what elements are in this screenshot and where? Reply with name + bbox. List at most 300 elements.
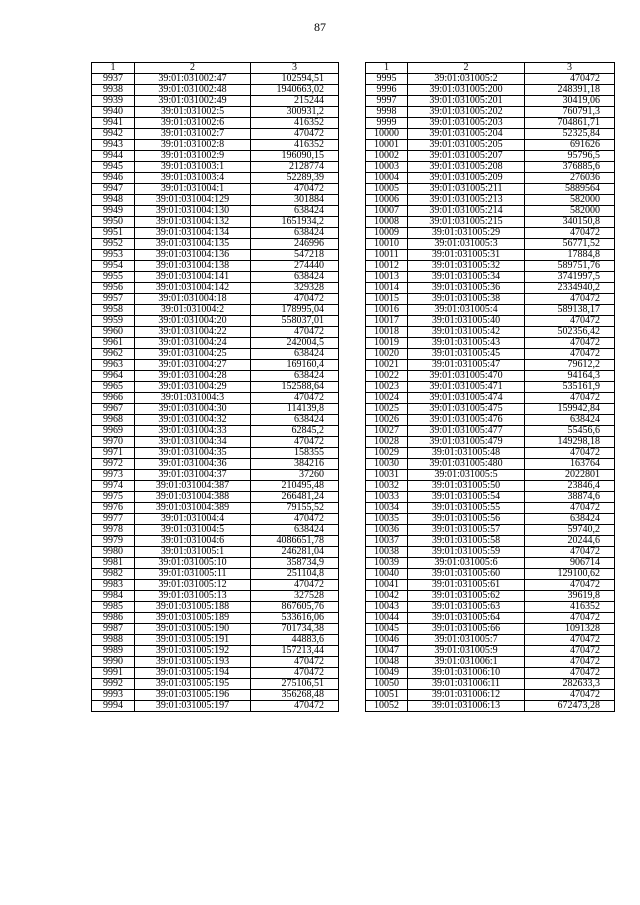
value-cell: 470472	[251, 437, 339, 448]
row-number-cell: 9977	[92, 514, 135, 525]
cadastral-number-cell: 39:01:031004:135	[135, 239, 251, 250]
header-row	[92, 63, 339, 74]
cadastral-number-cell: 39:01:031005:2	[408, 74, 525, 85]
cadastral-number-cell: 39:01:031006:1	[408, 657, 525, 668]
value-cell: 52325,84	[525, 129, 615, 140]
row-number-cell: 10018	[366, 327, 408, 338]
table-row	[366, 393, 615, 404]
cadastral-number-cell: 39:01:031005:32	[408, 261, 525, 272]
cadastral-number-cell: 39:01:031005:56	[408, 514, 525, 525]
table-row	[92, 679, 339, 690]
cadastral-number-cell: 39:01:031004:138	[135, 261, 251, 272]
table-row	[366, 470, 615, 481]
row-number-cell: 9988	[92, 635, 135, 646]
value-cell: 39619,8	[525, 591, 615, 602]
table-row	[92, 536, 339, 547]
row-number-cell: 10049	[366, 668, 408, 679]
row-number-cell: 9963	[92, 360, 135, 371]
cadastral-number-cell: 39:01:031004:4	[135, 514, 251, 525]
value-cell: 340150,8	[525, 217, 615, 228]
row-number-cell: 9983	[92, 580, 135, 591]
left-table-header	[92, 63, 339, 74]
cadastral-number-cell: 39:01:031005:479	[408, 437, 525, 448]
value-cell: 701734,38	[251, 624, 339, 635]
cadastral-number-cell: 39:01:031005:45	[408, 349, 525, 360]
table-row	[92, 569, 339, 580]
table-row	[92, 217, 339, 228]
value-cell: 17884,8	[525, 250, 615, 261]
value-cell: 582000	[525, 195, 615, 206]
row-number-cell: 10011	[366, 250, 408, 261]
cadastral-number-cell: 39:01:031005:47	[408, 360, 525, 371]
row-number-cell: 9937	[92, 74, 135, 85]
row-number-cell: 9982	[92, 569, 135, 580]
cadastral-number-cell: 39:01:031005:38	[408, 294, 525, 305]
table-row	[92, 635, 339, 646]
row-number-cell: 10046	[366, 635, 408, 646]
value-cell: 470472	[525, 580, 615, 591]
value-cell: 384216	[251, 459, 339, 470]
value-cell: 242004,5	[251, 338, 339, 349]
value-cell: 275106,51	[251, 679, 339, 690]
row-number-cell: 9965	[92, 382, 135, 393]
cadastral-number-cell: 39:01:031005:189	[135, 613, 251, 624]
cadastral-number-cell: 39:01:031004:32	[135, 415, 251, 426]
cadastral-number-cell: 39:01:031002:5	[135, 107, 251, 118]
cadastral-number-cell: 39:01:031005:36	[408, 283, 525, 294]
row-number-cell: 9972	[92, 459, 135, 470]
header-cell-3: 3	[525, 63, 615, 74]
value-cell: 37260	[251, 470, 339, 481]
row-number-cell: 9985	[92, 602, 135, 613]
row-number-cell: 10010	[366, 239, 408, 250]
table-row	[366, 96, 615, 107]
table-row	[92, 173, 339, 184]
row-number-cell: 10047	[366, 646, 408, 657]
table-row	[92, 250, 339, 261]
value-cell: 152588,64	[251, 382, 339, 393]
table-row	[366, 426, 615, 437]
table-row	[366, 283, 615, 294]
value-cell: 470472	[525, 547, 615, 558]
value-cell: 376885,6	[525, 162, 615, 173]
row-number-cell: 9948	[92, 195, 135, 206]
table-row	[366, 437, 615, 448]
table-row	[366, 613, 615, 624]
cadastral-number-cell: 39:01:031004:20	[135, 316, 251, 327]
value-cell: 470472	[525, 668, 615, 679]
cadastral-number-cell: 39:01:031005:50	[408, 481, 525, 492]
row-number-cell: 10039	[366, 558, 408, 569]
value-cell: 470472	[251, 327, 339, 338]
value-cell: 638424	[251, 525, 339, 536]
value-cell: 356268,48	[251, 690, 339, 701]
left-table-body	[92, 74, 339, 712]
cadastral-number-cell: 39:01:031005:471	[408, 382, 525, 393]
cadastral-number-cell: 39:01:031004:27	[135, 360, 251, 371]
table-row	[92, 657, 339, 668]
table-row	[92, 360, 339, 371]
value-cell: 589751,76	[525, 261, 615, 272]
table-row	[366, 657, 615, 668]
table-row	[92, 349, 339, 360]
table-row	[92, 525, 339, 536]
row-number-cell: 10033	[366, 492, 408, 503]
table-row	[366, 85, 615, 96]
value-cell: 94164,3	[525, 371, 615, 382]
header-cell-1: 1	[366, 63, 408, 74]
cadastral-number-cell: 39:01:031005:63	[408, 602, 525, 613]
value-cell: 470472	[525, 613, 615, 624]
table-row	[366, 558, 615, 569]
cadastral-number-cell: 39:01:031005:207	[408, 151, 525, 162]
row-number-cell: 9953	[92, 250, 135, 261]
value-cell: 95796,5	[525, 151, 615, 162]
value-cell: 4086651,78	[251, 536, 339, 547]
cadastral-number-cell: 39:01:031005:64	[408, 613, 525, 624]
cadastral-number-cell: 39:01:031005:475	[408, 404, 525, 415]
row-number-cell: 10052	[366, 701, 408, 712]
cadastral-number-cell: 39:01:031004:22	[135, 327, 251, 338]
row-number-cell: 10043	[366, 602, 408, 613]
cadastral-number-cell: 39:01:031005:215	[408, 217, 525, 228]
row-number-cell: 10003	[366, 162, 408, 173]
row-number-cell: 10002	[366, 151, 408, 162]
row-number-cell: 10000	[366, 129, 408, 140]
cadastral-number-cell: 39:01:031005:6	[408, 558, 525, 569]
table-row	[366, 239, 615, 250]
value-cell: 251104,8	[251, 569, 339, 580]
row-number-cell: 10021	[366, 360, 408, 371]
table-row	[366, 118, 615, 129]
value-cell: 547218	[251, 250, 339, 261]
row-number-cell: 10044	[366, 613, 408, 624]
cadastral-number-cell: 39:01:031004:6	[135, 536, 251, 547]
row-number-cell: 10038	[366, 547, 408, 558]
cadastral-number-cell: 39:01:031004:24	[135, 338, 251, 349]
table-row	[92, 448, 339, 459]
cadastral-number-cell: 39:01:031005:40	[408, 316, 525, 327]
cadastral-number-cell: 39:01:031005:201	[408, 96, 525, 107]
row-number-cell: 9959	[92, 316, 135, 327]
value-cell: 638424	[525, 514, 615, 525]
row-number-cell: 9954	[92, 261, 135, 272]
cadastral-number-cell: 39:01:031005:193	[135, 657, 251, 668]
cadastral-number-cell: 39:01:031002:9	[135, 151, 251, 162]
value-cell: 327528	[251, 591, 339, 602]
row-number-cell: 9951	[92, 228, 135, 239]
table-row	[92, 85, 339, 96]
cadastral-number-cell: 39:01:031005:60	[408, 569, 525, 580]
value-cell: 470472	[525, 646, 615, 657]
row-number-cell: 10022	[366, 371, 408, 382]
table-row	[92, 481, 339, 492]
row-number-cell: 10034	[366, 503, 408, 514]
cadastral-number-cell: 39:01:031004:5	[135, 525, 251, 536]
value-cell: 248391,18	[525, 85, 615, 96]
row-number-cell: 9941	[92, 118, 135, 129]
row-number-cell: 10031	[366, 470, 408, 481]
value-cell: 470472	[251, 393, 339, 404]
value-cell: 638424	[251, 272, 339, 283]
cadastral-number-cell: 39:01:031004:3	[135, 393, 251, 404]
cadastral-number-cell: 39:01:031004:130	[135, 206, 251, 217]
cadastral-number-cell: 39:01:031005:66	[408, 624, 525, 635]
row-number-cell: 10027	[366, 426, 408, 437]
row-number-cell: 9981	[92, 558, 135, 569]
table-row	[92, 393, 339, 404]
row-number-cell: 10041	[366, 580, 408, 591]
header-cell-2: 2	[135, 63, 251, 74]
value-cell: 470472	[525, 338, 615, 349]
table-row	[366, 646, 615, 657]
table-row	[366, 569, 615, 580]
table-row	[366, 195, 615, 206]
cadastral-number-cell: 39:01:031005:59	[408, 547, 525, 558]
cadastral-number-cell: 39:01:031004:388	[135, 492, 251, 503]
value-cell: 470472	[251, 657, 339, 668]
value-cell: 470472	[251, 701, 339, 712]
row-number-cell: 10005	[366, 184, 408, 195]
table-row	[92, 184, 339, 195]
value-cell: 300931,2	[251, 107, 339, 118]
cadastral-number-cell: 39:01:031004:141	[135, 272, 251, 283]
cadastral-number-cell: 39:01:031005:13	[135, 591, 251, 602]
cadastral-number-cell: 39:01:031004:1	[135, 184, 251, 195]
table-row	[92, 690, 339, 701]
value-cell: 79612,2	[525, 360, 615, 371]
cadastral-number-cell: 39:01:031005:474	[408, 393, 525, 404]
row-number-cell: 9976	[92, 503, 135, 514]
cadastral-number-cell: 39:01:031005:54	[408, 492, 525, 503]
value-cell: 266481,24	[251, 492, 339, 503]
cadastral-number-cell: 39:01:031004:18	[135, 294, 251, 305]
right-table	[365, 62, 615, 712]
row-number-cell: 10016	[366, 305, 408, 316]
cadastral-number-cell: 39:01:031002:47	[135, 74, 251, 85]
table-row	[366, 635, 615, 646]
cadastral-number-cell: 39:01:031003:1	[135, 162, 251, 173]
table-row	[92, 118, 339, 129]
row-number-cell: 10050	[366, 679, 408, 690]
row-number-cell: 9952	[92, 239, 135, 250]
table-row	[92, 294, 339, 305]
row-number-cell: 10026	[366, 415, 408, 426]
cadastral-number-cell: 39:01:031004:134	[135, 228, 251, 239]
cadastral-number-cell: 39:01:031005:48	[408, 448, 525, 459]
value-cell: 276036	[525, 173, 615, 184]
table-row	[92, 646, 339, 657]
value-cell: 638424	[251, 228, 339, 239]
row-number-cell: 10023	[366, 382, 408, 393]
value-cell: 44883,6	[251, 635, 339, 646]
cadastral-number-cell: 39:01:031005:476	[408, 415, 525, 426]
table-row	[366, 184, 615, 195]
table-row	[92, 602, 339, 613]
cadastral-number-cell: 39:01:031006:12	[408, 690, 525, 701]
cadastral-number-cell: 39:01:031005:58	[408, 536, 525, 547]
value-cell: 1091328	[525, 624, 615, 635]
value-cell: 470472	[525, 657, 615, 668]
row-number-cell: 9962	[92, 349, 135, 360]
table-row	[92, 305, 339, 316]
row-number-cell: 10037	[366, 536, 408, 547]
cadastral-number-cell: 39:01:031005:9	[408, 646, 525, 657]
table-row	[366, 261, 615, 272]
row-number-cell: 9979	[92, 536, 135, 547]
cadastral-number-cell: 39:01:031005:11	[135, 569, 251, 580]
cadastral-number-cell: 39:01:031005:7	[408, 635, 525, 646]
right-table-header	[366, 63, 615, 74]
cadastral-number-cell: 39:01:031005:61	[408, 580, 525, 591]
value-cell: 246996	[251, 239, 339, 250]
cadastral-number-cell: 39:01:031005:200	[408, 85, 525, 96]
value-cell: 638424	[251, 371, 339, 382]
row-number-cell: 10051	[366, 690, 408, 701]
value-cell: 159942,84	[525, 404, 615, 415]
row-number-cell: 10017	[366, 316, 408, 327]
cadastral-number-cell: 39:01:031004:34	[135, 437, 251, 448]
table-row	[366, 272, 615, 283]
cadastral-number-cell: 39:01:031005:202	[408, 107, 525, 118]
row-number-cell: 9955	[92, 272, 135, 283]
table-row	[366, 217, 615, 228]
value-cell: 470472	[525, 393, 615, 404]
value-cell: 691626	[525, 140, 615, 151]
value-cell: 558037,01	[251, 316, 339, 327]
table-row	[366, 492, 615, 503]
value-cell: 470472	[251, 514, 339, 525]
row-number-cell: 9956	[92, 283, 135, 294]
cadastral-number-cell: 39:01:031005:204	[408, 129, 525, 140]
cadastral-number-cell: 39:01:031004:132	[135, 217, 251, 228]
row-number-cell: 10048	[366, 657, 408, 668]
cadastral-number-cell: 39:01:031004:30	[135, 404, 251, 415]
cadastral-number-cell: 39:01:031002:48	[135, 85, 251, 96]
cadastral-number-cell: 39:01:031005:43	[408, 338, 525, 349]
table-row	[92, 470, 339, 481]
value-cell: 30419,06	[525, 96, 615, 107]
table-row	[366, 624, 615, 635]
value-cell: 470472	[525, 316, 615, 327]
cadastral-number-cell: 39:01:031005:29	[408, 228, 525, 239]
value-cell: 502356,42	[525, 327, 615, 338]
row-number-cell: 10009	[366, 228, 408, 239]
left-table	[91, 62, 339, 712]
value-cell: 38874,6	[525, 492, 615, 503]
table-row	[92, 701, 339, 712]
cadastral-number-cell: 39:01:031006:11	[408, 679, 525, 690]
value-cell: 470472	[251, 668, 339, 679]
value-cell: 470472	[525, 349, 615, 360]
row-number-cell: 9998	[366, 107, 408, 118]
row-number-cell: 9939	[92, 96, 135, 107]
row-number-cell: 9994	[92, 701, 135, 712]
table-row	[366, 74, 615, 85]
table-row	[92, 162, 339, 173]
cadastral-number-cell: 39:01:031002:6	[135, 118, 251, 129]
cadastral-number-cell: 39:01:031005:12	[135, 580, 251, 591]
table-row	[92, 382, 339, 393]
value-cell: 56771,52	[525, 239, 615, 250]
header-cell-3: 3	[251, 63, 339, 74]
table-row	[92, 459, 339, 470]
row-number-cell: 9967	[92, 404, 135, 415]
row-number-cell: 9973	[92, 470, 135, 481]
value-cell: 582000	[525, 206, 615, 217]
table-row	[366, 338, 615, 349]
cadastral-number-cell: 39:01:031004:2	[135, 305, 251, 316]
row-number-cell: 9980	[92, 547, 135, 558]
value-cell: 59740,2	[525, 525, 615, 536]
table-row	[366, 228, 615, 239]
table-row	[366, 690, 615, 701]
value-cell: 157213,44	[251, 646, 339, 657]
value-cell: 672473,28	[525, 701, 615, 712]
table-row	[92, 107, 339, 118]
value-cell: 3741997,5	[525, 272, 615, 283]
value-cell: 301884	[251, 195, 339, 206]
value-cell: 2334940,2	[525, 283, 615, 294]
row-number-cell: 9991	[92, 668, 135, 679]
cadastral-number-cell: 39:01:031005:194	[135, 668, 251, 679]
table-row	[92, 239, 339, 250]
table-row	[366, 679, 615, 690]
table-row	[92, 547, 339, 558]
table-row	[366, 701, 615, 712]
table-row	[366, 206, 615, 217]
cadastral-number-cell: 39:01:031002:49	[135, 96, 251, 107]
row-number-cell: 9995	[366, 74, 408, 85]
row-number-cell: 10030	[366, 459, 408, 470]
table-row	[366, 129, 615, 140]
row-number-cell: 10006	[366, 195, 408, 206]
table-row	[366, 415, 615, 426]
value-cell: 5889564	[525, 184, 615, 195]
value-cell: 704861,71	[525, 118, 615, 129]
table-row	[92, 129, 339, 140]
row-number-cell: 9966	[92, 393, 135, 404]
value-cell: 215244	[251, 96, 339, 107]
cadastral-number-cell: 39:01:031005:195	[135, 679, 251, 690]
row-number-cell: 9964	[92, 371, 135, 382]
cadastral-number-cell: 39:01:031004:136	[135, 250, 251, 261]
row-number-cell: 9986	[92, 613, 135, 624]
cadastral-number-cell: 39:01:031004:33	[135, 426, 251, 437]
cadastral-number-cell: 39:01:031005:209	[408, 173, 525, 184]
cadastral-number-cell: 39:01:031005:477	[408, 426, 525, 437]
table-row	[92, 283, 339, 294]
row-number-cell: 9975	[92, 492, 135, 503]
cadastral-number-cell: 39:01:031005:10	[135, 558, 251, 569]
cadastral-number-cell: 39:01:031006:13	[408, 701, 525, 712]
row-number-cell: 10014	[366, 283, 408, 294]
value-cell: 638424	[251, 206, 339, 217]
cadastral-number-cell: 39:01:031005:62	[408, 591, 525, 602]
row-number-cell: 9999	[366, 118, 408, 129]
value-cell: 470472	[525, 74, 615, 85]
row-number-cell: 9944	[92, 151, 135, 162]
cadastral-number-cell: 39:01:031005:34	[408, 272, 525, 283]
value-cell: 79155,52	[251, 503, 339, 514]
row-number-cell: 9992	[92, 679, 135, 690]
table-row	[366, 151, 615, 162]
table-row	[92, 195, 339, 206]
value-cell: 470472	[525, 294, 615, 305]
row-number-cell: 10015	[366, 294, 408, 305]
value-cell: 906714	[525, 558, 615, 569]
table-row	[366, 602, 615, 613]
